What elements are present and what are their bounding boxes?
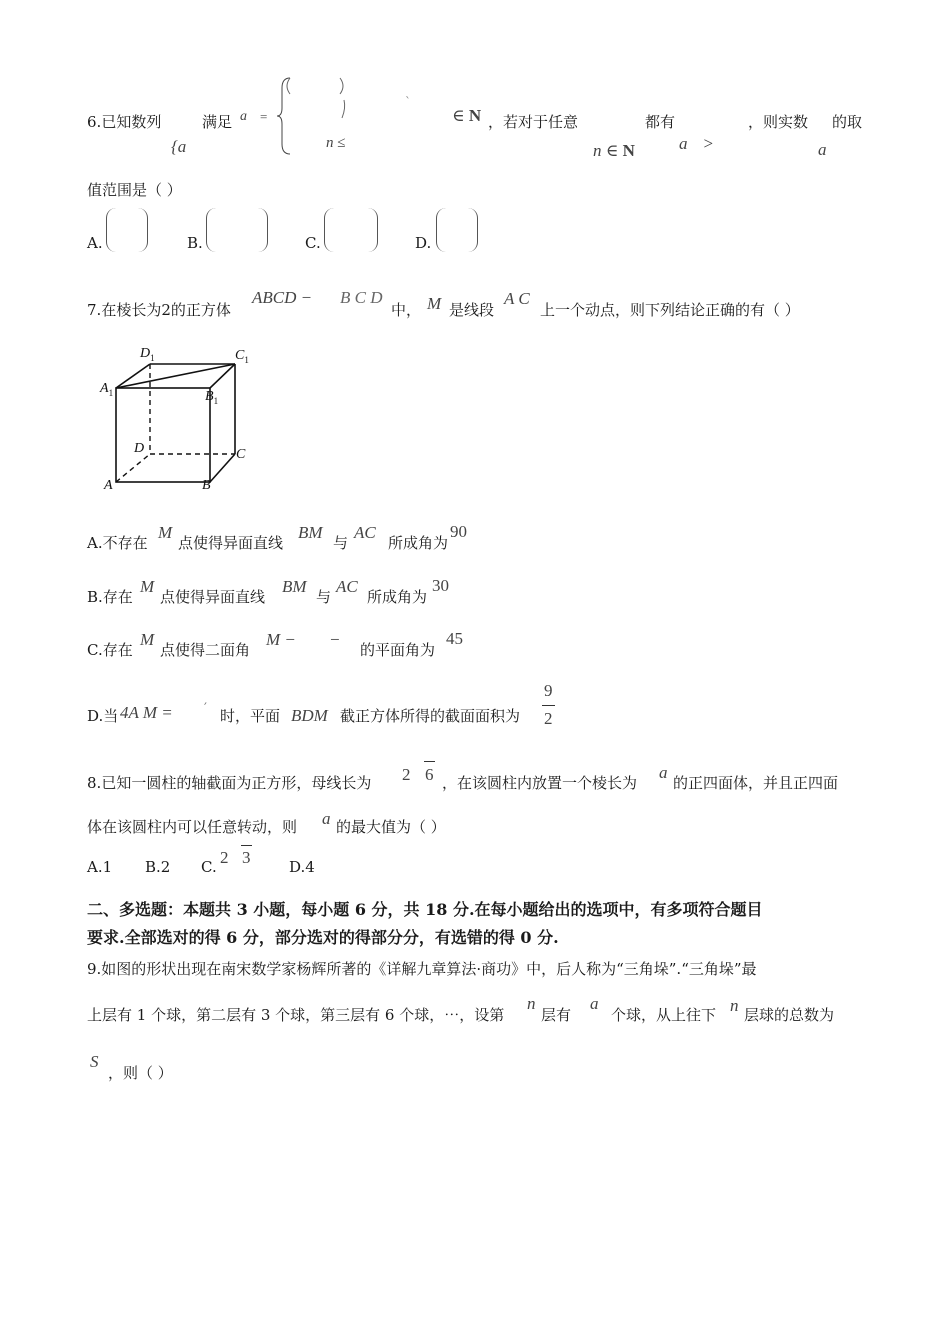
q6-line2: 值范围是（ ） <box>87 181 182 199</box>
q7-option-b-BM: BM <box>282 577 307 596</box>
q7-M: M <box>427 294 442 313</box>
q8-option-a: A.1 <box>87 858 113 876</box>
q6-option-c-interval <box>324 208 378 252</box>
label-D: D <box>134 441 145 456</box>
q7-option-a-BM: BM <box>298 523 323 542</box>
q7-option-c-dash: − <box>330 630 340 649</box>
q9-S: S <box>90 1052 99 1071</box>
q8-option-d: D.4 <box>289 858 315 876</box>
label-C1: $C_1$ <box>235 348 249 365</box>
q7-option-c-label: C.存在 <box>87 641 133 659</box>
q6-a-var: a <box>818 140 827 159</box>
q6-option-d-label: D. <box>415 234 432 252</box>
section-2-line-1: 二、多选题：本题共 3 小题，每小题 6 分，共 18 分.在每小题给出的选项中，有多项符合题目 <box>87 900 763 919</box>
label-B: B <box>202 478 211 493</box>
q7-option-a-M: M <box>158 523 173 542</box>
q9-line2-start: 上层有 1 个球，第二层有 3 个球，第三层有 6 个球，⋯，设第 <box>87 1006 505 1024</box>
q8-line2-a: a <box>322 809 331 828</box>
label-A: A <box>104 478 113 493</box>
q7-option-d-faint-mark: ′ <box>204 701 207 716</box>
q9-line2-total: 层球的总数为 <box>744 1006 835 1024</box>
q7-option-d-fraction-bar <box>542 705 555 706</box>
q6-n-in-N: n ∈ N <box>593 141 635 160</box>
q8-length-coef: 2 <box>402 765 411 784</box>
q7-option-b-M: M <box>140 577 155 596</box>
label-A1: $A_1$ <box>100 381 114 398</box>
q9-a: a <box>590 994 599 1013</box>
label-D1: $D_1$ <box>140 346 155 363</box>
q6-option-c-label: C. <box>305 234 321 252</box>
q7-option-d-text2: 截正方体所得的截面面积为 <box>340 707 521 725</box>
q6-option-d-interval <box>436 208 478 252</box>
q6-text-satisfy: 满足 <box>202 113 233 131</box>
q8-text-middle: ，在该圆柱内放置一个棱长为 <box>442 774 638 792</box>
q6-text-all: 都有 <box>645 113 676 131</box>
q7-segment-name: A C <box>504 289 530 308</box>
q7-cube-name-1: ABCD − <box>252 288 313 307</box>
label-B1: $B_1$ <box>205 389 219 406</box>
q7-cube-name-2: B C D <box>340 288 383 307</box>
q7-option-b-text2: 与 <box>316 588 332 606</box>
q7-option-d-BDM: BDM <box>291 706 328 725</box>
q6-equals: = <box>260 109 268 124</box>
q7-option-c-expr: M − <box>266 630 296 649</box>
q6-tilde-mark: ˋ <box>405 95 411 109</box>
q8-text-start: 8.已知一圆柱的轴截面为正方形，母线长为 <box>87 774 372 792</box>
q7-option-d-label: D.当 <box>87 707 119 725</box>
q6-an-gt: a > <box>679 134 714 153</box>
q9-n: n <box>527 994 536 1013</box>
q9-n2: n <box>730 996 739 1015</box>
q6-option-a-label: A. <box>87 234 103 252</box>
q6-an: a <box>240 109 247 124</box>
q8-a: a <box>659 763 668 782</box>
q8-option-c-coef: 2 <box>220 848 229 867</box>
q9-line-1: 9.如图的形状出现在南宋数学家杨辉所著的《详解九章算法·商功》中，后人称为“三角垛”.“三角垛”最 <box>87 960 757 978</box>
q6-n-le: n ≤ <box>326 135 346 151</box>
q8-option-c-radicand: 3 <box>242 848 251 867</box>
q6-text-range: 的取 <box>832 113 863 131</box>
q7-option-a-label: A.不存在 <box>87 534 148 552</box>
q7-option-d-text1: 时，平面 <box>220 707 281 725</box>
q7-option-b-value: 30 <box>432 576 449 595</box>
q8-length-radicand: 6 <box>425 765 434 784</box>
q8-text-end: 的正四面体，并且正四面 <box>673 774 839 792</box>
q8-option-b: B.2 <box>145 858 171 876</box>
q6-text-real: ，则实数 <box>748 113 809 131</box>
q7-text-segment: 是线段 <box>449 301 495 319</box>
q7-text-end: 上一个动点，则下列结论正确的有（ ） <box>540 301 800 319</box>
q8-length-radical-bar <box>424 761 435 762</box>
q7-option-c-text2: 的平面角为 <box>360 641 436 659</box>
q6-text-any: ，若对于任意 <box>488 113 579 131</box>
q7-option-b-label: B.存在 <box>87 588 133 606</box>
q8-option-c-label: C. <box>201 858 217 876</box>
q6-option-b-label: B. <box>187 234 203 252</box>
q7-option-a-value: 90 <box>450 522 467 541</box>
q7-text-start: 7.在棱长为2的正方体 <box>87 301 231 319</box>
q6-option-b-interval <box>206 208 268 252</box>
q9-line2-has: 层有 <box>541 1006 572 1024</box>
q7-option-d-expr: 4A M = <box>120 703 173 722</box>
label-C: C <box>236 447 246 462</box>
q7-option-c-M: M <box>140 630 155 649</box>
q6-in: ∈ N <box>452 106 482 125</box>
q9-line-3: ，则（ ） <box>108 1064 173 1082</box>
q7-option-a-text2: 与 <box>333 534 349 552</box>
q6-sequence-symbol: {a <box>171 137 187 156</box>
q6-text-start: 6.已知数列 <box>87 113 162 131</box>
q7-option-c-text1: 点使得二面角 <box>160 641 251 659</box>
q7-option-b-text1: 点使得异面直线 <box>160 588 266 606</box>
q7-option-b-AC: AC <box>336 577 358 596</box>
q8-line2-start: 体在该圆柱内可以任意转动，则 <box>87 818 298 836</box>
q6-option-a-interval <box>106 208 148 252</box>
section-2-line-2: 要求.全部选对的得 6 分，部分选对的得部分分，有选错的得 0 分. <box>87 928 559 947</box>
q7-option-b-text3: 所成角为 <box>367 588 428 606</box>
q7-option-c-value: 45 <box>446 629 463 648</box>
q7-option-a-text3: 所成角为 <box>388 534 449 552</box>
q8-line2-end: 的最大值为（ ） <box>336 818 446 836</box>
q7-text-in: 中， <box>391 301 422 319</box>
q8-option-c-radical-bar <box>241 845 252 846</box>
q7-option-d-denominator: 2 <box>544 709 553 728</box>
q6-case-parens <box>284 76 354 122</box>
q7-option-a-text1: 点使得异面直线 <box>178 534 284 552</box>
q7-option-a-AC: AC <box>354 523 376 542</box>
q7-option-d-numerator: 9 <box>544 681 553 700</box>
q9-line2-balls: 个球，从上往下 <box>611 1006 717 1024</box>
